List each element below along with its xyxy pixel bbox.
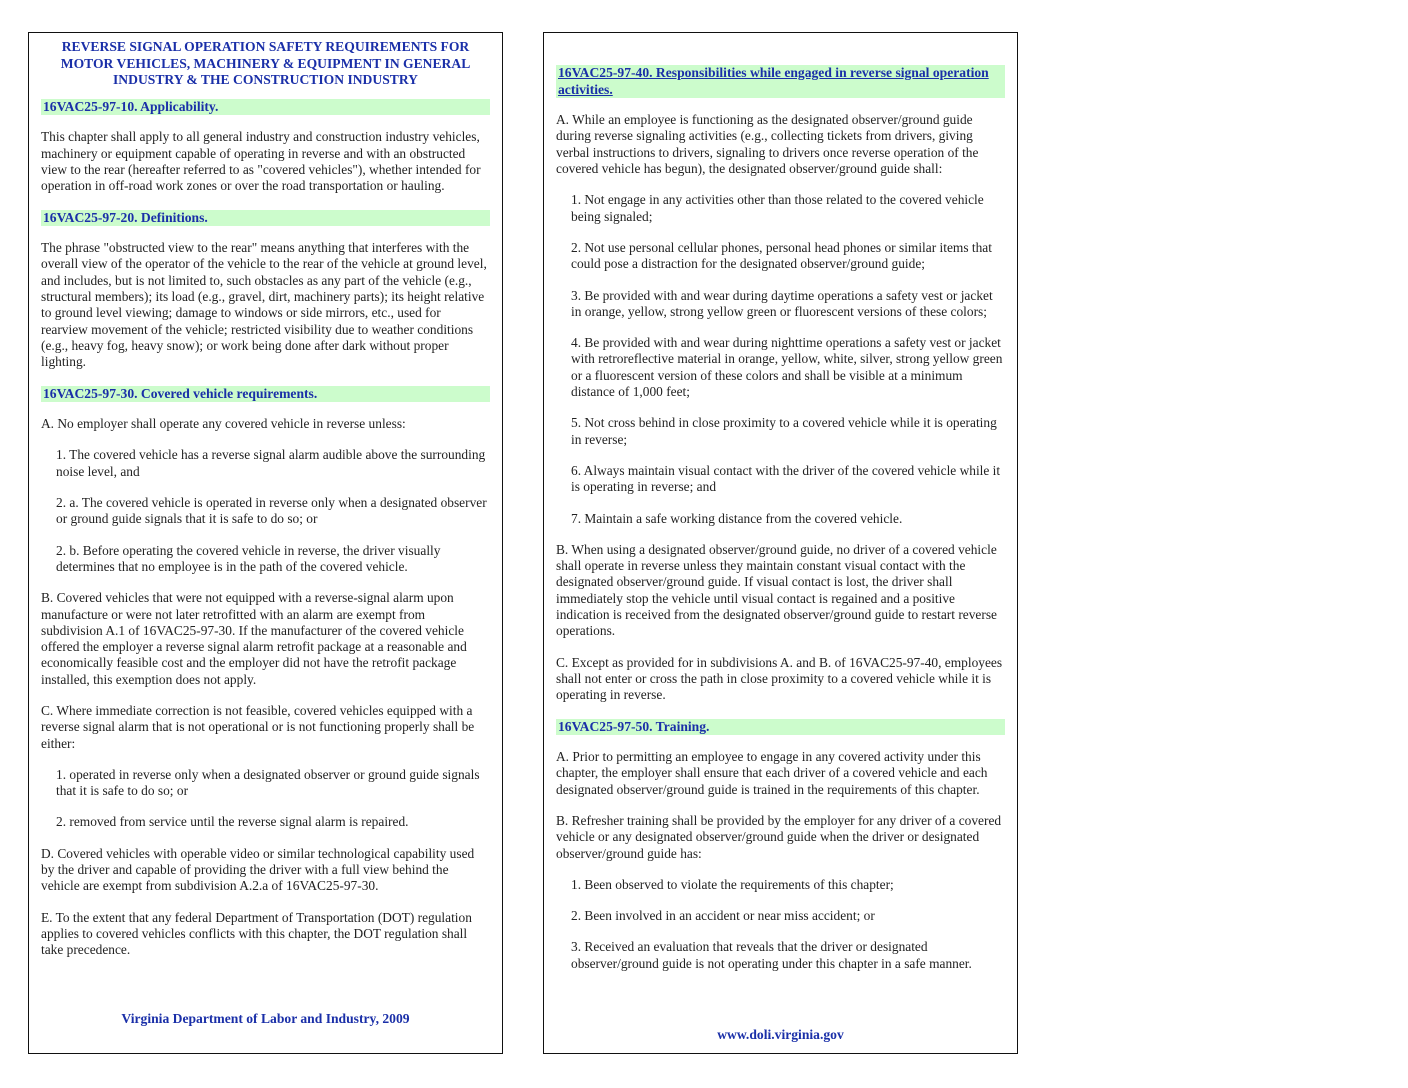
paragraph-applicability: This chapter shall apply to all general industry and construction industry vehicles, machinery or equipment capable of operating in reverse and with an obstructed view to the rear (hereafter referred to as "covered vehicles"), whether intended for operation in off-road work zones or over the road transportation or hauling. [41,129,481,194]
paragraph-definitions: The phrase "obstructed view to the rear" means anything that interferes with the overall view of the operator of the vehicle to the rear of the vehicle at ground level, and includes, but is not limited to, such obstacles as any part of the vehicle (e.g., structural members); its load (e.g., gravel, dirt, machinery parts); its height relative to ground level viewing; damage to windows or side mirrors, etc., used for rearview movement of the vehicle; restricted visibility due to weather conditions (e.g., heavy fog, heavy snow); or work being done after dark without proper lighting. [41,240,487,370]
paragraph-40-a5: 5. Not cross behind in close proximity to a covered vehicle while it is operating in reverse; [571,415,997,447]
paragraph-30-a2a: 2. a. The covered vehicle is operated in reverse only when a designated observer or ground guide signals that it is safe to do so; or [56,495,487,527]
paragraph-30-c1: 1. operated in reverse only when a designated observer or ground guide signals that it is safe to do so; or [56,766,480,799]
paragraph-40-a4: 4. Be provided with and wear during nighttime operations a safety vest or jacket with retroreflective material in orange, yellow, white, silver, strong yellow green or a fluorescent version of these colors and shall be visible at a minimum distance of 1,000 feet; [571,335,1003,400]
paragraph-40-b: B. When using a designated observer/ground guide, no driver of a covered vehicle shall operate in reverse unless they maintain constant visual contact with the designated observer/ground guide. If visual contact is lost, the driver shall immediately stop the vehicle until visual contact is regained and a positive indication is received from the designated observer/ground guide to restart reverse operations. [556,541,997,639]
heading-definitions: 16VAC25-97-20. Definitions. [41,210,490,227]
paragraph-30-b: B. Covered vehicles that were not equipped with a reverse-signal alarm upon manufacture or were not later retrofitted with an alarm are exempt from subdivision A.1 of 16VAC25-97-30. If the manufacturer of the covered vehicle offered the employer a reverse signal alarm retrofit package at a reasonable and economically feasible cost and the employer did not have the retrofit package installed, this exemption does not apply. [41,590,467,687]
paragraph-50-b3: 3. Received an evaluation that reveals that the driver or designated observer/ground guide is not operating under this chapter in a safe manner. [571,939,972,971]
paragraph-40-a1: 1. Not engage in any activities other than those related to the covered vehicle being signaled; [571,192,984,224]
heading-responsibilities: 16VAC25-97-40. Responsibilities while engaged in reverse signal operation activities. [556,65,1005,98]
heading-applicability: 16VAC25-97-10. Applicability. [41,99,490,116]
paragraph-40-c: C. Except as provided for in subdivisions A. and B. of 16VAC25-97-40, employees shall not enter or cross the path in close proximity to a covered vehicle while it is operating in reverse. [556,654,1003,703]
heading-training: 16VAC25-97-50. Training. [556,719,1005,736]
paragraph-30-e: E. To the extent that any federal Department of Transportation (DOT) regulation applies to covered vehicles conflicts with this chapter, the DOT regulation shall take precedence. [41,909,472,958]
paragraph-30-c2: 2. removed from service until the reverse signal alarm is repaired. [56,814,409,830]
paragraph-50-b2: 2. Been involved in an accident or near miss accident; or [571,908,875,924]
document-title: REVERSE SIGNAL OPERATION SAFETY REQUIREMENTS FOR MOTOR VEHICLES, MACHINERY & EQUIPMENT IN GENERAL INDUSTRY & THE CONSTRUCTION INDUSTRY [60,39,471,88]
paragraph-50-a: A. Prior to permitting an employee to engage in any covered activity under this chapter, the employer shall ensure that each driver of a covered vehicle and each designated observer/ground guide is trained in the requirements of this chapter. [556,749,988,797]
paragraph-40-a3: 3. Be provided with and wear during daytime operations a safety vest or jacket in orange, yellow, strong yellow green or fluorescent versions of these colors; [571,287,993,319]
paragraph-40-a7: 7. Maintain a safe working distance from the covered vehicle. [571,510,903,526]
paragraph-30-d: D. Covered vehicles with operable video or similar technological capability used by the driver and capable of providing the driver with a full view behind the vehicle are exempt from subdivision A.2.a of 16VAC25-97-30. [41,845,475,894]
footer-website-link[interactable]: www.doli.virginia.gov [717,1027,844,1042]
paragraph-30-a1: 1. The covered vehicle has a reverse signal alarm audible above the surrounding noise level, and [56,447,486,479]
paragraph-30-a: A. No employer shall operate any covered vehicle in reverse unless: [41,416,406,432]
paragraph-40-a6: 6. Always maintain visual contact with the driver of the covered vehicle while it is operating in reverse; and [571,462,1001,495]
footer-publisher: Virginia Department of Labor and Industry, 2009 [121,1011,410,1026]
paragraph-40-a2: 2. Not use personal cellular phones, personal head phones or similar items that could pose a distraction for the designated observer/ground guide; [571,239,992,272]
left-panel [28,32,503,1054]
paragraph-50-b1: 1. Been observed to violate the requirements of this chapter; [571,876,894,892]
right-panel [543,32,1018,1054]
paragraph-30-c: C. Where immediate correction is not feasible, covered vehicles equipped with a reverse signal alarm that is not operational or is not functioning properly shall be either: [41,702,475,751]
paragraph-40-a: A. While an employee is functioning as the designated observer/ground guide during reverse signaling activities (e.g., collecting tickets from drivers, giving verbal instructions to drivers, signaling to drivers once reverse operation of the covered vehicle has begun), the designated observer/ground guide shall: [556,112,979,177]
paragraph-50-b: B. Refresher training shall be provided by the employer for any driver of a covered vehicle or any designated observer/ground guide when the driver or designated observer/ground guide has: [556,812,1002,861]
heading-covered-vehicle-requirements: 16VAC25-97-30. Covered vehicle requirements. [41,386,490,403]
paragraph-30-a2b: 2. b. Before operating the covered vehicle in reverse, the driver visually determines that no employee is in the path of the covered vehicle. [56,542,441,574]
